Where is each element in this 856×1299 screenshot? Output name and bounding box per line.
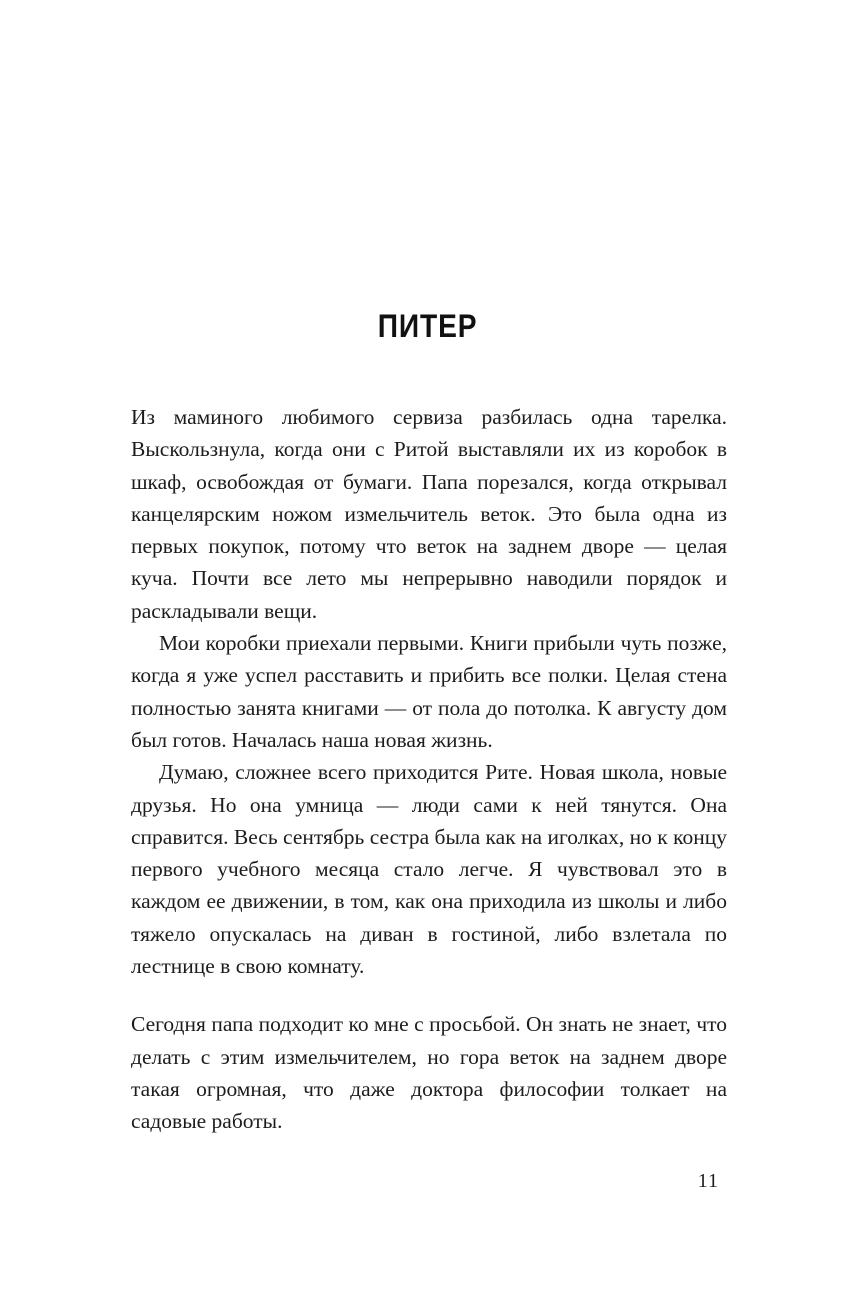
text-column <box>131 401 727 1138</box>
page-number: 11 <box>697 1170 719 1192</box>
paragraph: Сегодня папа подходит ко мне с просьбой. Он знать не знает, что делать с этим измельчителем, но гора веток на заднем дворе такая огромная, что даже доктора философии толкает на садовые работы. <box>131 1012 727 1134</box>
paragraph: Из маминого любимого сервиза разбилась одна тарелка. Выскользнула, когда они с Ритой выставляли их из коробок в шкаф, освобождая от бумаги. Папа порезался, когда открывал канцелярским ножом измельчитель веток. Это была одна из первых покупок, потому что веток на заднем дворе — целая куча. Почти все лето мы непрерывно наводили порядок и раскладывали вещи. <box>131 405 727 623</box>
paragraph: Мои коробки приехали первыми. Книги прибыли чуть позже, когда я уже успел расставить и прибить все полки. Целая стена полностью занята книгами — от пола до потолка. К августу дом был готов. Началась наша новая жизнь. <box>131 631 727 752</box>
paragraph: Думаю, сложнее всего приходится Рите. Новая школа, новые друзья. Но она умница — люди сами к ней тянутся. Она справится. Весь сентябрь сестра была как на иголках, но к концу первого учебного месяца стало легче. Я чувствовал это в каждом ее движении, в том, как она приходила из школы и либо тяжело опускалась на диван в гостиной, либо взлетала по лестнице в свою комнату. <box>131 760 727 979</box>
chapter-title <box>0 308 856 345</box>
chapter-title-text: ПИТЕР <box>378 308 478 344</box>
